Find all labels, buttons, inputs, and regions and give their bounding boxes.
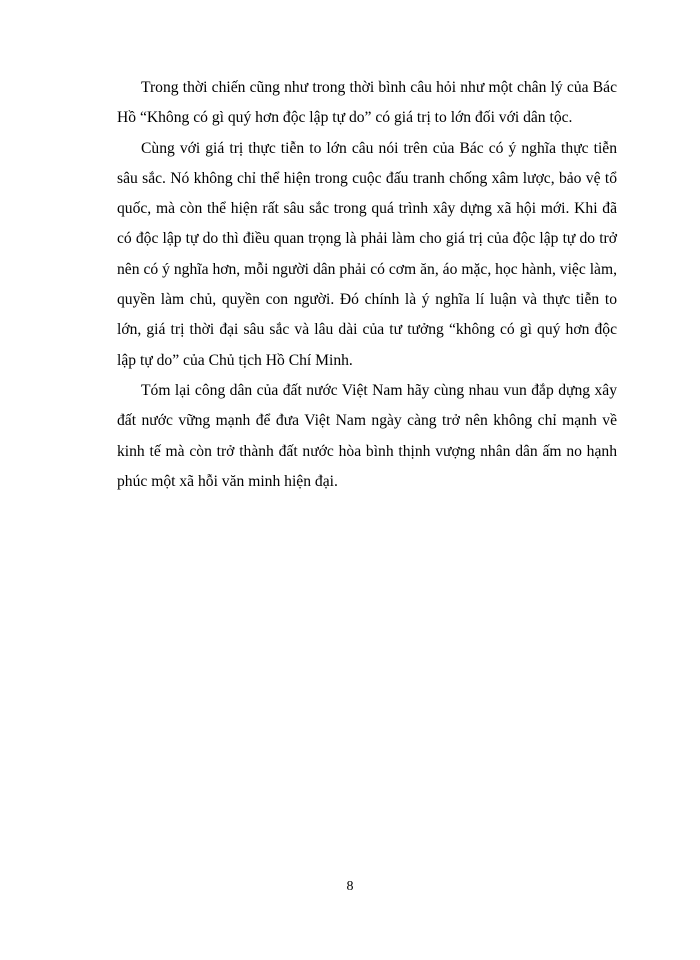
paragraph-2: Cùng với giá trị thực tiễn to lớn câu nói trên của Bác có ý nghĩa thực tiễn sâu sắc. Nó không chỉ thể hiện trong cuộc đấu tranh chống xâm lược, bảo vệ tổ quốc, mà còn thể hiện rất sâu sắc trong quá trình xây dựng xã hội mới. Khi đã có độc lập tự do thì điều quan trọng là phải làm cho giá trị của độc lập tự do trở nên có ý nghĩa hơn, mỗi người dân phải có cơm ăn, áo mặc, học hành, việc làm, quyền làm chủ, quyền con người. Đó chính là ý nghĩa lí luận và thực tiễn to lớn, giá trị thời đại sâu sắc và lâu dài của tư tưởng “không có gì quý hơn độc lập tự do” của Chủ tịch Hồ Chí Minh. <box>117 139 617 369</box>
paragraph-1: Trong thời chiến cũng như trong thời bình câu hỏi như một chân lý của Bác Hồ “Không có gì quý hơn độc lập tự do” có giá trị to lớn đối với dân tộc. <box>117 79 617 127</box>
paragraph-3: Tóm lại công dân của đất nước Việt Nam hãy cùng nhau vun đắp dựng xây đất nước vững mạnh để đưa Việt Nam ngày càng trở nên không chỉ mạnh về kinh tế mà còn trở thành đất nước hòa bình thịnh vượng nhân dân ấm no hạnh phúc một xã hỗi văn minh hiện đại. <box>117 381 617 490</box>
page-number: 8 <box>346 879 354 894</box>
body-text <box>117 73 617 497</box>
